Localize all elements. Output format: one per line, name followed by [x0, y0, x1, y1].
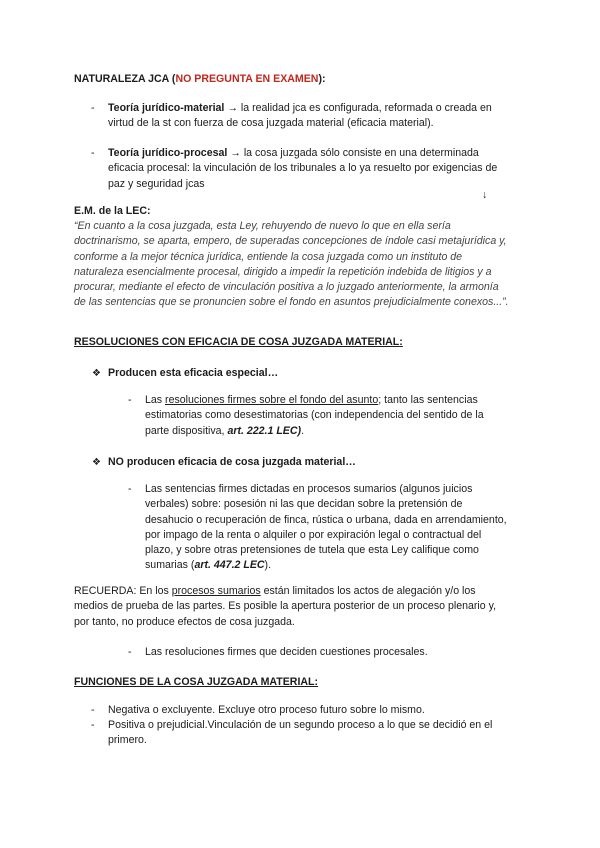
em-quote [74, 219, 544, 311]
quote-line: procurar, mediante el efecto de vinculación positiva a lo juzgado anteriormente, la armonía [74, 281, 499, 294]
heading-naturaleza-highlight: NO PREGUNTA EN EXAMEN [175, 73, 319, 85]
arrow-icon: → [230, 147, 241, 159]
item-text: paz y seguridad jcas [108, 177, 205, 190]
bullet-dash: - [128, 483, 132, 495]
funcion-negativa: Negativa o excluyente. Excluye otro proceso futuro sobre lo mismo. [108, 704, 425, 716]
em-heading: E.M. de la LEC: [74, 205, 151, 217]
sub-producen-text: Las resoluciones firmes sobre el fondo del asunto; tanto las sentencias estimatorias como desestimatorias (con independencia del sentido de la parte dispositiva, art. 222.1 LEC). [145, 394, 484, 437]
sub-no-producen-text: Las sentencias firmes dictadas en procesos sumarios (algunos juicios verbales) sobre: posesión ni las que decidan sobre la pretensión de desahucio o recuperación de finca, rústica o urbana, dada en arrendamiento, por impago de la renta o alquiler o por expiración legal o contractual del plazo, y sobre otras pretensiones de tutela que esta Ley califique como sumarias (art. 447.2 LEC). [145, 483, 507, 572]
bullet-dash: - [128, 646, 132, 658]
quote-line: doctrinarismo, se aparta, empero, de superadas concepciones de índole casi metajurídica y, [74, 235, 507, 248]
sub-producen: Producen esta eficacia especial… [108, 367, 279, 379]
heading-funciones: FUNCIONES DE LA COSA JUZGADA MATERIAL: [74, 676, 319, 688]
bullet-dash: - [91, 704, 95, 716]
down-arrow-icon: ↓ [482, 189, 488, 201]
bullet-dash: - [91, 147, 95, 159]
quote-line: “En cuanto a la cosa juzgada, esta Ley, rehuyendo de nuevo lo que en ella sería [74, 220, 451, 232]
heading-resoluciones-text: RESOLUCIONES CON EFICACIA DE COSA JUZGADA MATERIAL [74, 336, 400, 348]
item-text: eficacia procesal: la vinculación de los tribunales a lo ya resuelto por exigencias de [108, 162, 498, 175]
funcion-positiva: Positiva o prejudicial.Vinculación de un segundo proceso a lo que se decidió en el primero. [108, 719, 493, 747]
heading-naturaleza-text: NATURALEZA JCA [74, 73, 169, 85]
diamond-bullet-icon: ❖ [92, 457, 101, 468]
arrow-icon: → [227, 102, 238, 114]
article-ref: art. 222.1 LEC) [227, 424, 302, 437]
quote-line: conforme a la mejor técnica jurídica, entiende la cosa juzgada como un instituto de [74, 250, 463, 263]
diamond-bullet-icon: ❖ [92, 368, 101, 379]
bullet-dash: - [91, 102, 95, 114]
heading-resoluciones: RESOLUCIONES CON EFICACIA DE COSA JUZGADA MATERIAL: [74, 336, 403, 348]
bullet-dash: - [91, 719, 95, 731]
sub-no-producen: NO producen eficacia de cosa juzgada material… [108, 456, 356, 468]
underlined-text: procesos sumarios [171, 585, 261, 597]
quote-line: de las sentencias que se pronuncien sobre el fondo en asuntos prejudicialmente conexos...”. [74, 296, 509, 309]
item-term: Teoría jurídico-material [108, 102, 225, 114]
heading-naturaleza: NATURALEZA JCA (NO PREGUNTA EN EXAMEN): [74, 73, 326, 85]
underlined-text: resoluciones firmes sobre el fondo del asunto [165, 394, 379, 406]
item-term: Teoría jurídico-procesal [108, 147, 228, 159]
article-ref: art. 447.2 LEC [194, 559, 265, 572]
recuerda-paragraph: RECUERDA: En los procesos sumarios están limitados los actos de alegación y/o los medios de prueba de las partes. Es posible la apertura posterior de un proceso plenario y, por tanto, no produce efectos de cosa juzgada. [74, 585, 497, 628]
quote-line: naturaleza esencialmente procesal, dirigido a impedir la repetición indebida de litigios y a [74, 265, 492, 278]
item-text: virtud de la st con fuerza de cosa juzgada material (eficacia material). [108, 117, 434, 130]
heading-funciones-text: FUNCIONES DE LA COSA JUZGADA MATERIAL [74, 676, 315, 688]
item-text: la cosa juzgada sólo consiste en una determinada [243, 147, 479, 159]
item-teoria-procesal [108, 146, 528, 192]
bullet-dash: - [128, 394, 132, 406]
item-teoria-material [108, 101, 528, 132]
resoluciones-procesales: Las resoluciones firmes que deciden cuestiones procesales. [145, 646, 428, 658]
item-text: la realidad jca es configurada, reformada o creada en [240, 102, 492, 114]
